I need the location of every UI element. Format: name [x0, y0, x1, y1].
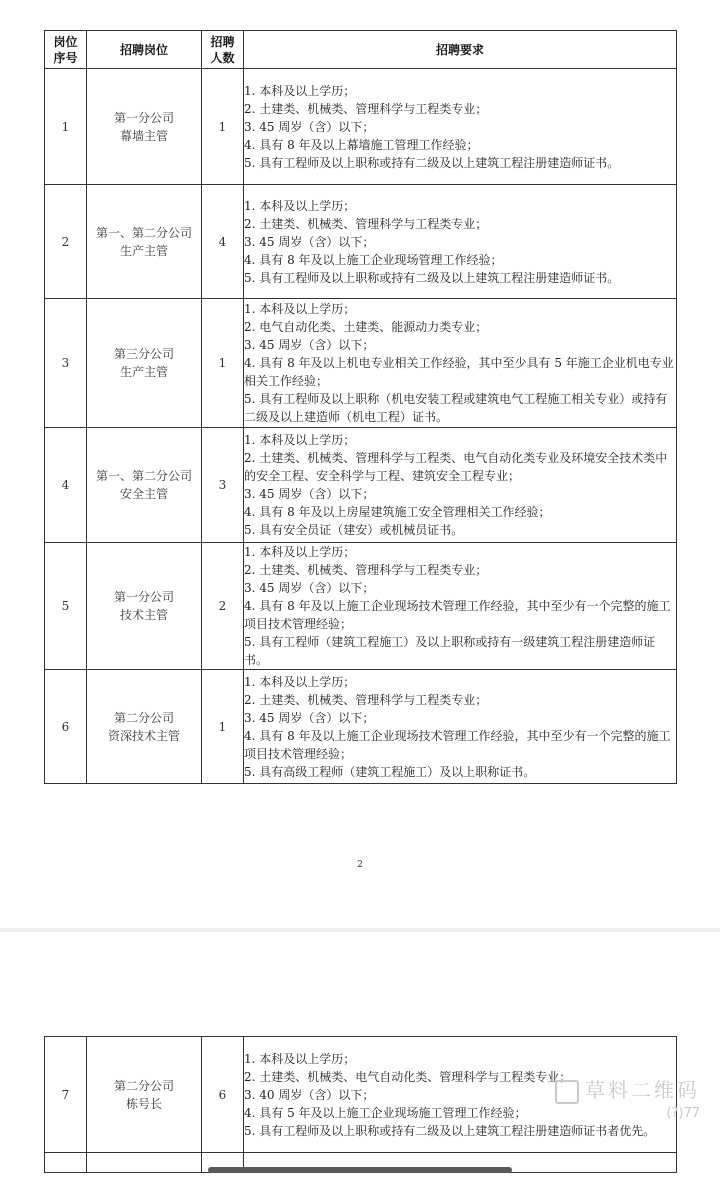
cell [87, 1153, 202, 1173]
watermark-title: 草料二维码 [555, 1074, 700, 1104]
recruitment-table [44, 30, 677, 784]
row-count: 3 [202, 428, 244, 543]
table-header-row [45, 31, 677, 69]
table-row [45, 185, 677, 299]
home-indicator[interactable] [208, 1167, 512, 1173]
row-position: 第一分公司 技术主管 [87, 543, 202, 670]
row-count: 4 [202, 185, 244, 299]
row-number: 7 [45, 1037, 87, 1153]
header-requirements: 招聘要求 [244, 31, 677, 69]
row-position: 第二分公司 资深技术主管 [87, 670, 202, 784]
table-row [45, 299, 677, 428]
row-number: 4 [45, 428, 87, 543]
page-number: 2 [357, 860, 363, 870]
row-position: 第一、第二分公司 安全主管 [87, 428, 202, 543]
header-seq: 岗位 序号 [45, 31, 87, 69]
row-requirements: 1. 本科及以上学历； 2. 电气自动化类、土建类、能源动力类专业； 3. 45 周岁（含）以下； 4. 具有 8 年及以上机电专业相关工作经验，其中至少具有 5 年施工企业机电专业相关工作经验； 5. 具有工程师及以上职称（机电安装工程或建筑电气工程施工相关专业）或持有二级及以上建造师（机电工程）证书。 [244, 299, 677, 428]
row-requirements: 1. 本科及以上学历； 2. 土建类、机械类、电气自动化类、管理科学与工程类专业； 3. 40 周岁（含）以下； 4. 具有 5 年及以上施工企业现场施工管理工作经验； 5. 具有工程师及以上职称或持有二级及以上建筑工程注册建造师证书者优先。 [244, 1037, 677, 1153]
row-number: 5 [45, 543, 87, 670]
row-position: 第二分公司 栋号长 [87, 1037, 202, 1153]
table-row [45, 69, 677, 185]
row-requirements: 1. 本科及以上学历； 2. 土建类、机械类、管理科学与工程类专业； 3. 45 周岁（含）以下； 4. 具有 8 年及以上幕墙施工管理工作经验； 5. 具有工程师及以上职称或持有二级及以上建筑工程注册建造师证书。 [244, 69, 677, 185]
row-requirements: 1. 本科及以上学历； 2. 土建类、机械类、管理科学与工程类专业； 3. 45 周岁（含）以下； 4. 具有 8 年及以上施工企业现场技术管理工作经验，其中至少有一个完整的施工项目技术管理经验； 5. 具有工程师（建筑工程施工）及以上职称或持有一级建筑工程注册建造师证书。 [244, 543, 677, 670]
row-count: 1 [202, 670, 244, 784]
row-count: 1 [202, 69, 244, 185]
header-position: 招聘岗位 [87, 31, 202, 69]
table-row [45, 428, 677, 543]
table-row [45, 543, 677, 670]
table-row [45, 670, 677, 784]
qr-logo-icon [555, 1080, 579, 1104]
row-number: 6 [45, 670, 87, 784]
row-number: 1 [45, 69, 87, 185]
row-count: 1 [202, 299, 244, 428]
row-count: 6 [202, 1037, 244, 1153]
watermark-sub: (?)77 [666, 1105, 700, 1121]
cell [45, 1153, 87, 1173]
row-requirements: 1. 本科及以上学历； 2. 土建类、机械类、管理科学与工程类专业； 3. 45 周岁（含）以下； 4. 具有 8 年及以上施工企业现场技术管理工作经验，其中至少有一个完整的施工项目技术管理经验； 5. 具有高级工程师（建筑工程施工）及以上职称证书。 [244, 670, 677, 784]
row-position: 第一、第二分公司 生产主管 [87, 185, 202, 299]
row-requirements: 1. 本科及以上学历； 2. 土建类、机械类、管理科学与工程类专业； 3. 45 周岁（含）以下； 4. 具有 8 年及以上施工企业现场管理工作经验； 5. 具有工程师及以上职称或持有二级及以上建筑工程注册建造师证书。 [244, 185, 677, 299]
document-page-2 [0, 932, 720, 1180]
row-number: 3 [45, 299, 87, 428]
row-requirements: 1. 本科及以上学历； 2. 土建类、机械类、管理科学与工程类、电气自动化类专业及环境安全技术类中的安全工程、安全科学与工程、建筑安全工程专业； 3. 45 周岁（含）以下； 4. 具有 8 年及以上房屋建筑施工安全管理相关工作经验； 5. 具有安全员证（建安）或机械员证书。 [244, 428, 677, 543]
watermark [555, 1074, 700, 1121]
row-count: 2 [202, 543, 244, 670]
row-number: 2 [45, 185, 87, 299]
header-count: 招聘 人数 [202, 31, 244, 69]
row-position: 第一分公司 幕墙主管 [87, 69, 202, 185]
row-position: 第三分公司 生产主管 [87, 299, 202, 428]
